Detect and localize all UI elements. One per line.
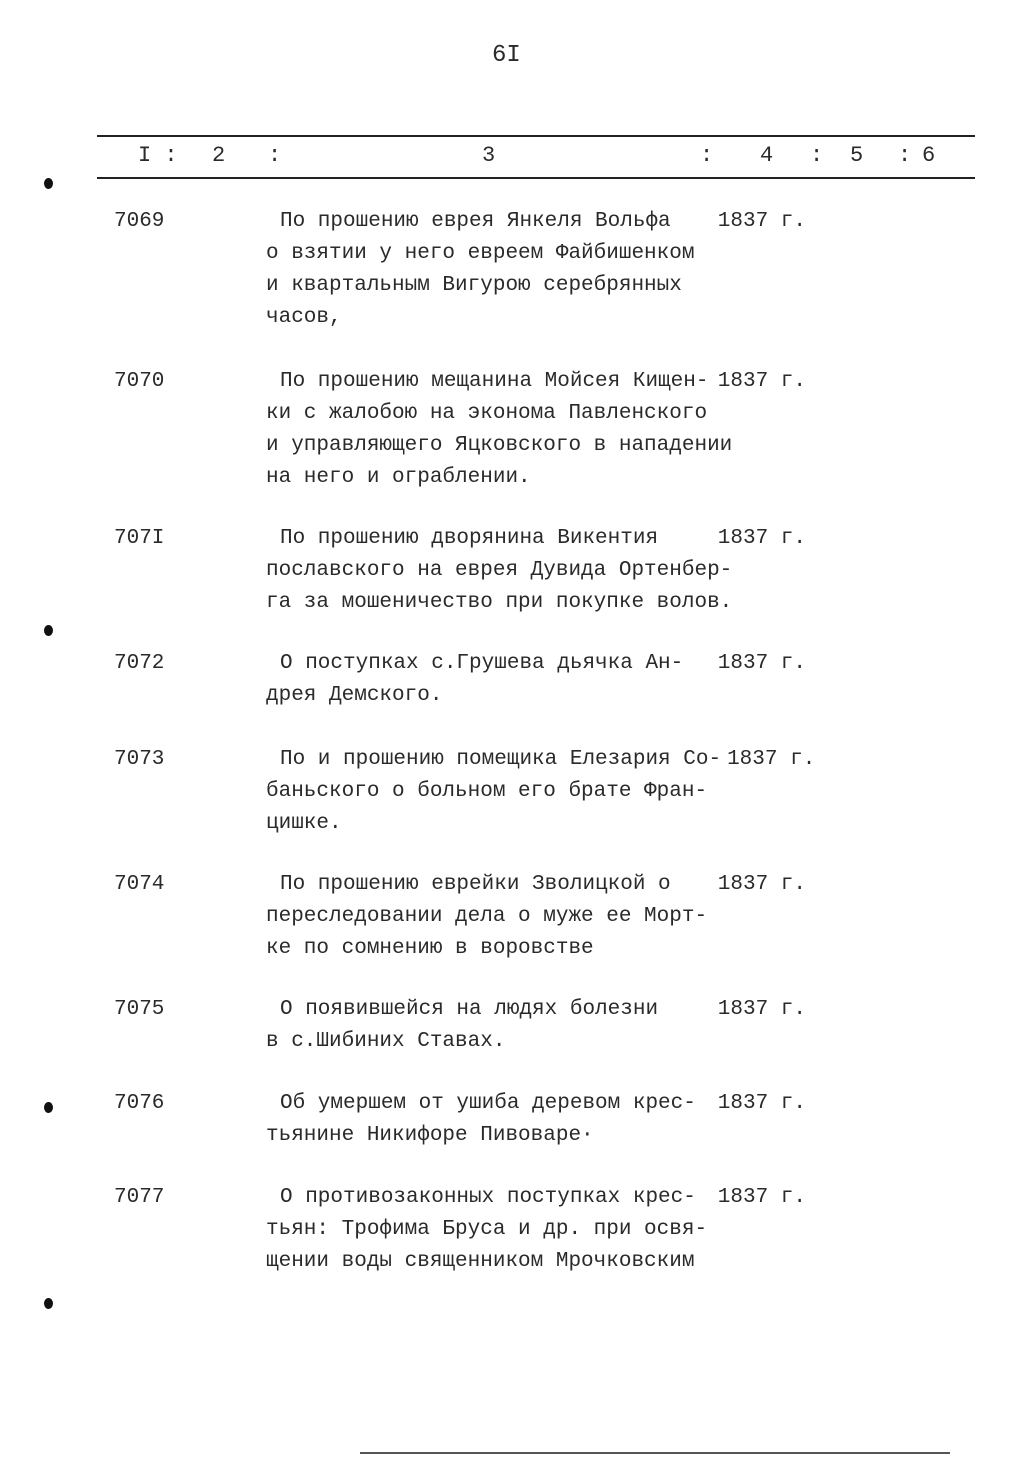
entry-number: 7073 bbox=[114, 748, 165, 771]
entry-number: 7076 bbox=[114, 1092, 165, 1115]
description-line: ке по сомнению в воровстве bbox=[266, 937, 594, 960]
entry-year: 1837 г. bbox=[727, 748, 816, 771]
description-line: баньского о больном его брате Фран- bbox=[266, 780, 708, 803]
header-bottom-rule bbox=[97, 177, 975, 179]
entry-number: 7075 bbox=[114, 998, 165, 1021]
description-first-line bbox=[266, 206, 806, 238]
description-line: и управляющего Яцковского в нападении bbox=[266, 434, 733, 457]
column-separator: : bbox=[898, 143, 912, 168]
description-line: По прошению еврейки Зволицкой о bbox=[280, 873, 671, 896]
binding-hole-mark bbox=[44, 178, 53, 189]
binding-hole-mark bbox=[44, 1298, 53, 1309]
description-first-line bbox=[266, 1182, 806, 1214]
column-header-4: 4 bbox=[760, 143, 774, 168]
description-first-line bbox=[266, 648, 806, 680]
entry-year: 1837 г. bbox=[717, 873, 806, 896]
description-first-line bbox=[266, 1088, 806, 1120]
binding-hole-mark bbox=[44, 625, 53, 636]
description-first-line bbox=[266, 523, 806, 555]
entry-number: 7072 bbox=[114, 652, 165, 675]
description-line: По прошению еврея Янкеля Вольфа bbox=[280, 210, 671, 233]
page-bottom-edge bbox=[360, 1452, 950, 1454]
entry-number: 7070 bbox=[114, 370, 165, 393]
description-line: пославского на еврея Дувида Ортенбер- bbox=[266, 559, 733, 582]
entry-year: 1837 г. bbox=[717, 652, 806, 675]
header-top-rule bbox=[97, 135, 975, 137]
column-header-1: I : bbox=[138, 143, 178, 168]
description-line: щении воды священником Мрочковским bbox=[266, 1250, 695, 1273]
description-line: О противозаконных поступках крес- bbox=[280, 1186, 696, 1209]
entry-description bbox=[266, 366, 806, 494]
entry-description bbox=[266, 744, 815, 840]
description-first-line bbox=[266, 744, 815, 776]
description-line: дрея Демского. bbox=[266, 684, 443, 707]
entry-description bbox=[266, 1088, 806, 1152]
entry-description bbox=[266, 206, 806, 334]
entry-number: 7069 bbox=[114, 210, 165, 233]
description-line: и квартальным Вигурою серебрянных bbox=[266, 274, 682, 297]
description-line: тьян: Трофима Бруса и др. при освя- bbox=[266, 1218, 708, 1241]
column-separator: : bbox=[810, 143, 824, 168]
description-line: часов, bbox=[266, 306, 342, 329]
entry-year: 1837 г. bbox=[717, 1092, 806, 1115]
description-line: О поступках с.Грушева дьячка Ан- bbox=[280, 652, 684, 675]
description-line: ки с жалобою на эконома Павленского bbox=[266, 402, 708, 425]
entry-description bbox=[266, 648, 806, 712]
entry-number: 7077 bbox=[114, 1186, 165, 1209]
description-line: цишке. bbox=[266, 812, 342, 835]
column-separator: : bbox=[700, 143, 714, 168]
entry-description bbox=[266, 869, 806, 965]
description-line: в с.Шибиних Ставах. bbox=[266, 1030, 506, 1053]
description-line: По прошению дворянина Викентия bbox=[280, 527, 659, 550]
column-header-6: 6 bbox=[922, 143, 936, 168]
description-line: о взятии у него евреем Файбишенком bbox=[266, 242, 695, 265]
entry-description bbox=[266, 1182, 806, 1278]
entry-year: 1837 г. bbox=[717, 370, 806, 393]
entry-description bbox=[266, 523, 806, 619]
column-header-3: 3 bbox=[482, 143, 496, 168]
entry-year: 1837 г. bbox=[717, 527, 806, 550]
entry-description bbox=[266, 994, 806, 1058]
description-first-line bbox=[266, 994, 806, 1026]
description-line: По прошению мещанина Мойсея Кищен- bbox=[280, 370, 709, 393]
entry-year: 1837 г. bbox=[717, 998, 806, 1021]
description-first-line bbox=[266, 869, 806, 901]
column-header-5: 5 bbox=[850, 143, 864, 168]
description-line: на него и ограблении. bbox=[266, 466, 531, 489]
description-line: тьянине Никифоре Пивоваре· bbox=[266, 1124, 594, 1147]
description-line: Об умершем от ушиба деревом крес- bbox=[280, 1092, 696, 1115]
entry-number: 707I bbox=[114, 527, 165, 550]
page-number: 6I bbox=[492, 42, 521, 69]
column-separator: : bbox=[268, 143, 282, 168]
description-line: О появившейся на людях болезни bbox=[280, 998, 659, 1021]
description-line: переследовании дела о муже ее Морт- bbox=[266, 905, 708, 928]
column-header-2: 2 bbox=[212, 143, 226, 168]
binding-hole-mark bbox=[44, 1102, 53, 1113]
entry-number: 7074 bbox=[114, 873, 165, 896]
description-line: га за мошеничество при покупке волов. bbox=[266, 591, 733, 614]
entry-year: 1837 г. bbox=[717, 1186, 806, 1209]
entry-year: 1837 г. bbox=[717, 210, 806, 233]
description-first-line bbox=[266, 366, 806, 398]
description-line: По и прошению помещика Елезария Со- bbox=[280, 748, 722, 771]
